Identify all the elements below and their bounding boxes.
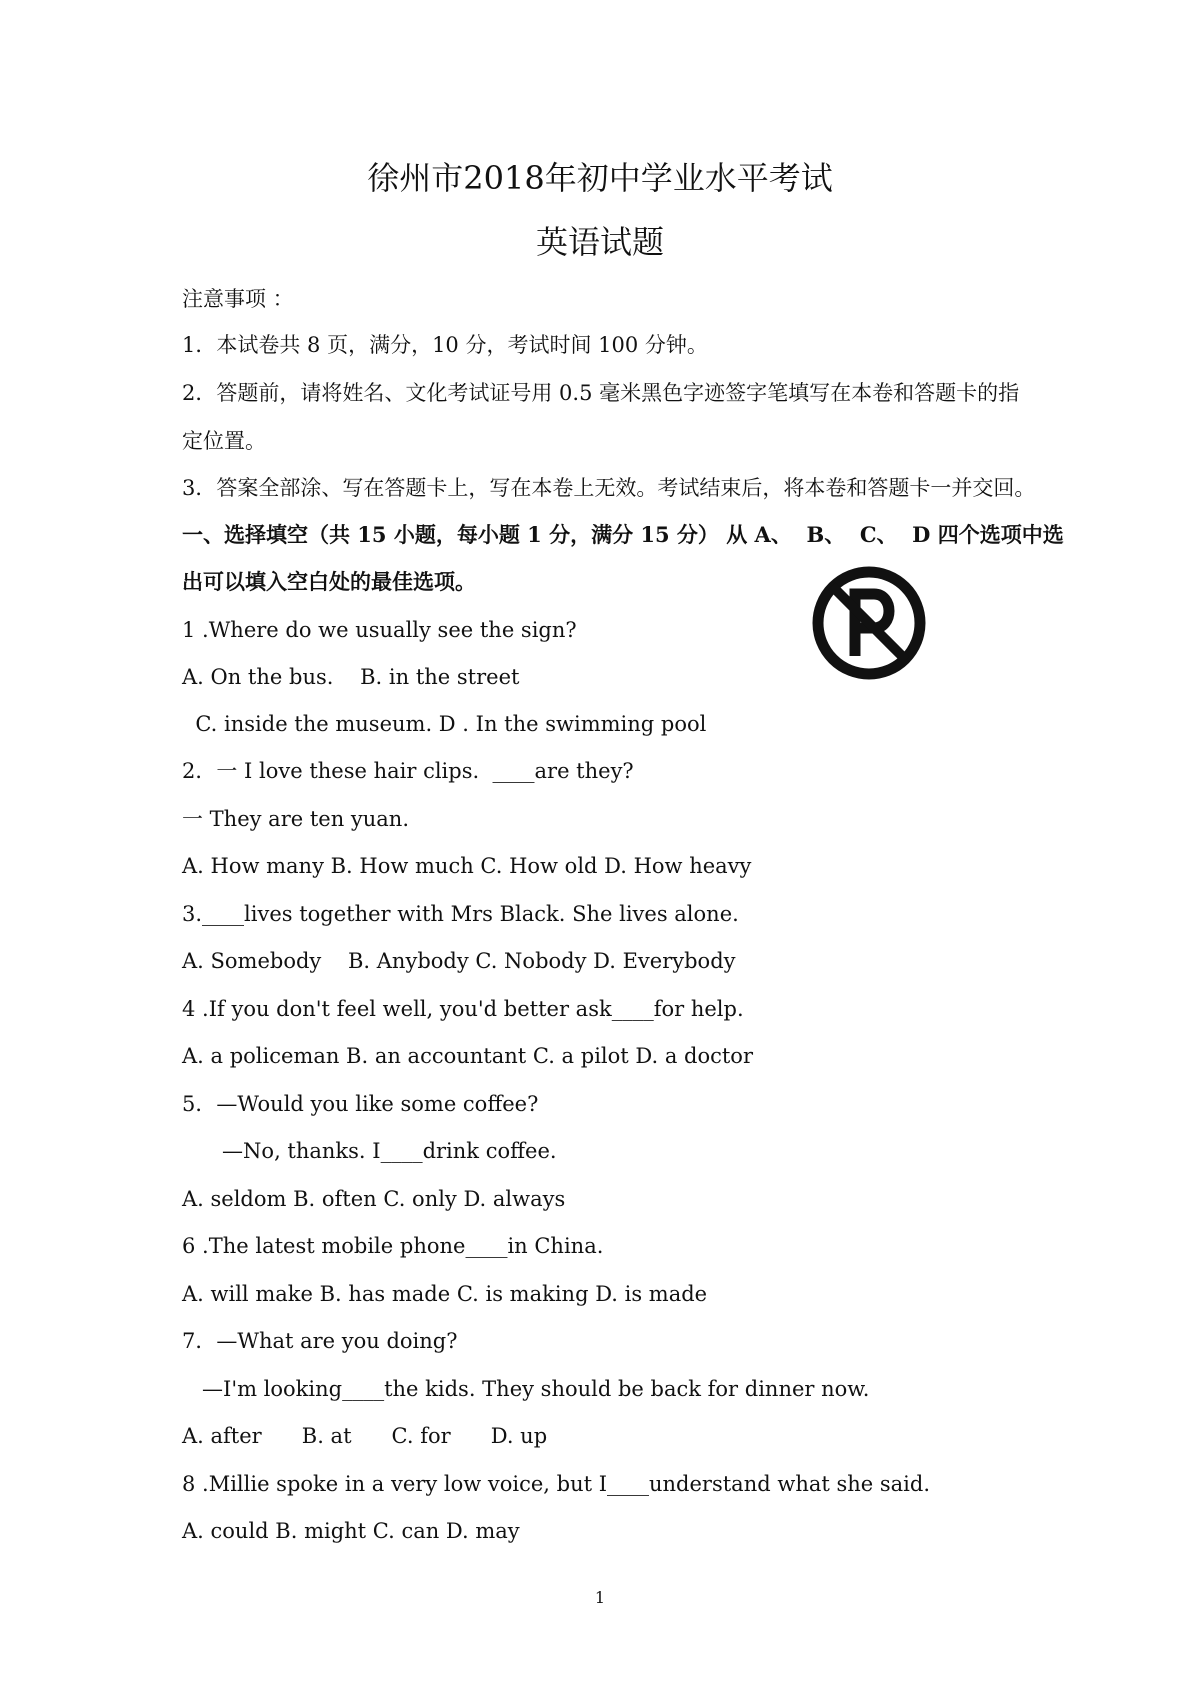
section-heading: 出可以填入空白处的最佳选项。 — [182, 569, 476, 594]
exam-subtitle: 英语试题 — [535, 223, 664, 261]
note-line: 定位置。 — [182, 429, 266, 453]
question-line: C. inside the museum. D . In the swimming pool — [182, 712, 707, 736]
exam-title: 徐州市2018年初中学业水平考试 — [367, 159, 833, 197]
question-line: —No, thanks. I____drink coffee. — [182, 1139, 557, 1163]
question-line: A. On the bus. B. in the street — [182, 665, 520, 689]
question-line: 5．—Would you like some coffee? — [182, 1092, 539, 1116]
question-line: A. seldom B. often C. only D. always — [182, 1187, 566, 1211]
question-line: A. could B. might C. can D. may — [182, 1519, 520, 1543]
question-line: 2．一 I love these hair clips. ____are they? — [182, 759, 634, 783]
note-line: 1．本试卷共 8 页，满分，10 分，考试时间 100 分钟。 — [182, 333, 708, 357]
question-line: 6 .The latest mobile phone____in China. — [182, 1234, 604, 1258]
question-line: A. a policeman B. an accountant C. a pilot D. a doctor — [182, 1044, 753, 1068]
question-line: 8 .Millie spoke in a very low voice, but I____understand what she said. — [182, 1472, 931, 1496]
question-line: 7．—What are you doing? — [182, 1329, 458, 1353]
question-line: A. How many B. How much C. How old D. How heavy — [182, 854, 752, 878]
notes-heading: 注意事项 ： — [182, 287, 294, 311]
question-line: —I'm looking____the kids. They should be back for dinner now. — [182, 1377, 870, 1401]
page-number: 1 — [594, 1588, 606, 1607]
no-parking-icon — [810, 564, 928, 682]
question-line: A. after B. at C. for D. up — [182, 1424, 548, 1448]
section-heading: 一、选择填空（共 15 小题，每小题 1 分，满分 15 分） 从 A、 B、 C、 D 四个选项中选 — [182, 522, 1064, 547]
question-line: 3.____lives together with Mrs Black. She lives alone. — [182, 902, 739, 926]
question-line: 4 .If you don't feel well, you'd better ask____for help. — [182, 997, 744, 1021]
note-line: 2．答题前，请将姓名、文化考试证号用 0.5 毫米黑色字迹签字笔填写在本卷和答题卡的指 — [182, 381, 1020, 405]
question-line: A. will make B. has made C. is making D. is made — [182, 1282, 708, 1306]
question-line: 一 They are ten yuan. — [182, 807, 410, 831]
question-line: 1 .Where do we usually see the sign? — [182, 618, 577, 642]
question-line: A. Somebody B. Anybody C. Nobody D. Everybody — [182, 949, 736, 973]
note-line: 3．答案全部涂、写在答题卡上，写在本卷上无效。考试结束后，将本卷和答题卡一并交回。 — [182, 476, 1036, 500]
